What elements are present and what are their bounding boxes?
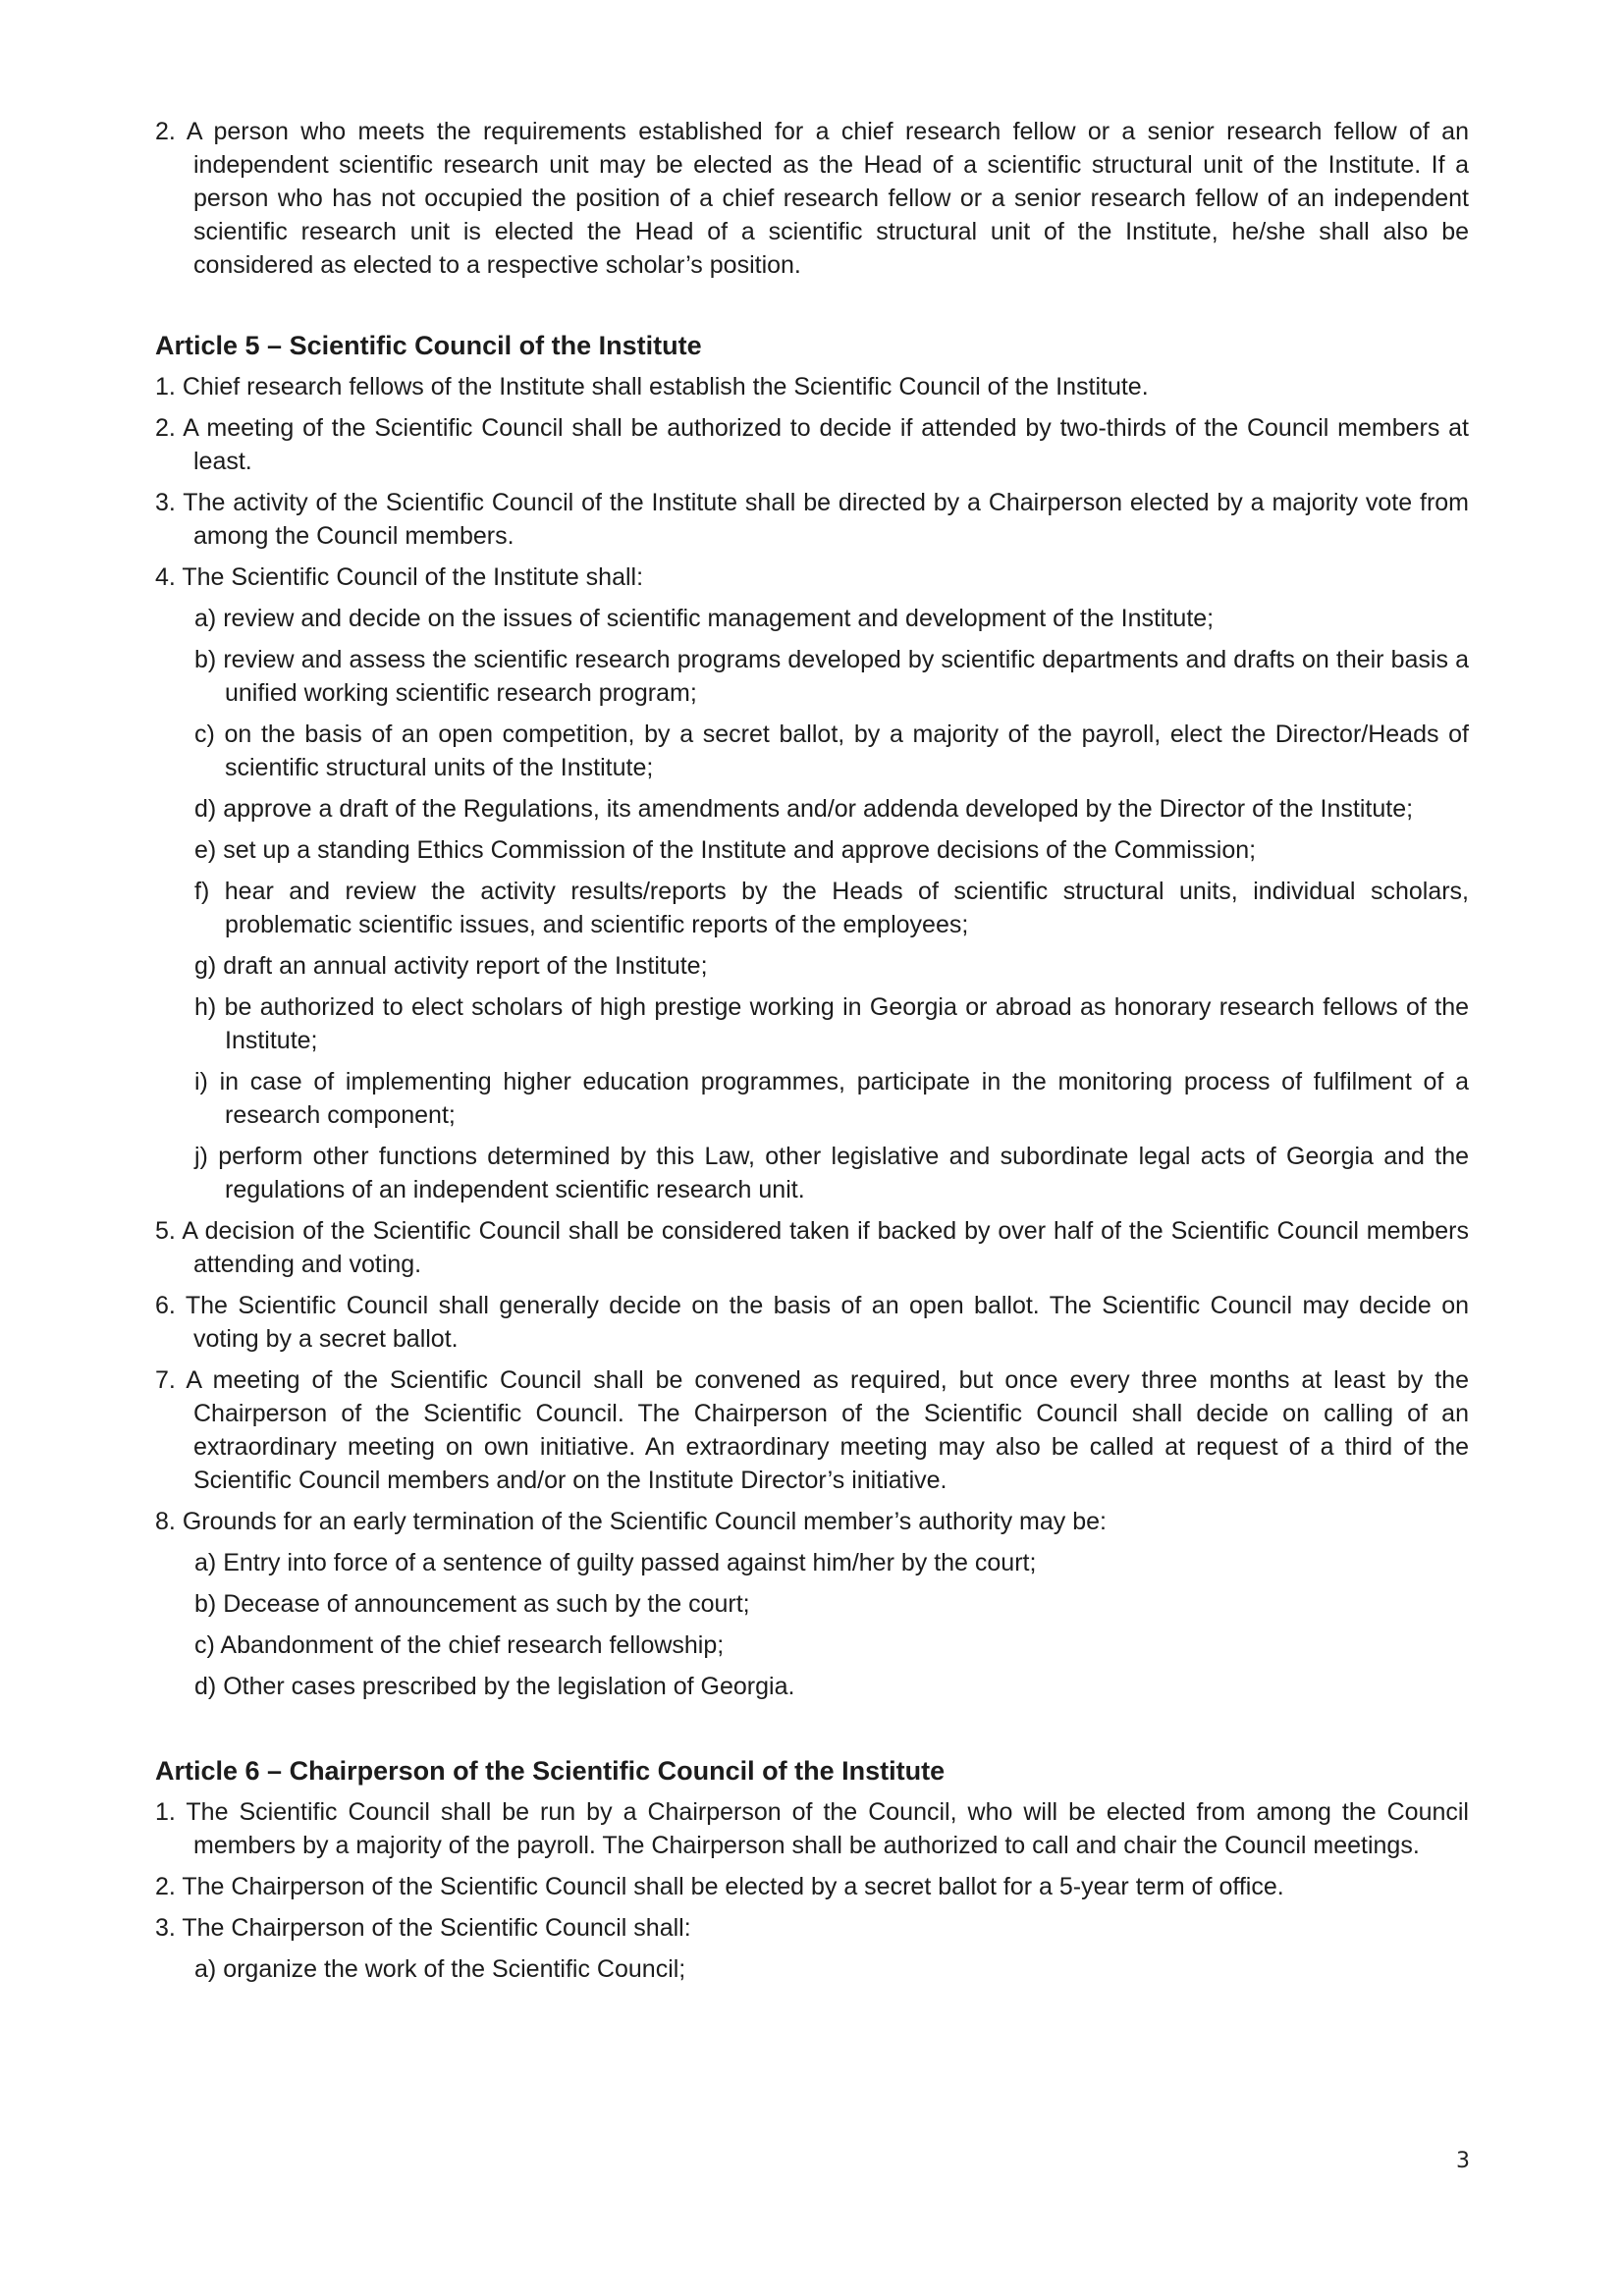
sub-text: Other cases prescribed by the legislation of Georgia. — [223, 1673, 795, 1700]
page-number: 3 — [1456, 2149, 1470, 2173]
item-number: 2. — [155, 118, 176, 145]
sub-letter: i) — [194, 1068, 208, 1095]
article5-item-8 — [155, 1505, 1469, 1538]
sub-letter: d) — [194, 795, 217, 823]
item-number: 5. — [155, 1217, 176, 1245]
document-page — [155, 115, 1469, 1994]
sub-letter: f) — [194, 878, 210, 905]
item-number: 2. — [155, 1873, 176, 1900]
sub-letter: h) — [194, 993, 217, 1021]
item-number: 4. — [155, 563, 176, 591]
sub-text: draft an annual activity report of the Institute; — [223, 952, 708, 980]
item-number: 1. — [155, 1798, 176, 1826]
sub-text: be authorized to elect scholars of high prestige working in Georgia or abroad as honorary research fellows of the Institute; — [224, 993, 1469, 1054]
sub-text: approve a draft of the Regulations, its amendments and/or addenda developed by the Director of the Institute; — [223, 795, 1414, 823]
item-text: A decision of the Scientific Council shall be considered taken if backed by over half of the Scientific Council members attending and voting. — [182, 1217, 1469, 1278]
item-number: 7. — [155, 1366, 176, 1394]
article5-item4-sub-h — [194, 990, 1469, 1057]
item-text: The Scientific Council shall be run by a Chairperson of the Council, who will be elected from among the Council members by a majority of the payroll. The Chairperson shall be authorized to call and chair the Council meetings. — [186, 1798, 1469, 1859]
article5-item-4 — [155, 561, 1469, 594]
item-number: 8. — [155, 1508, 176, 1535]
article5-item4-sub-g — [194, 949, 1469, 983]
sub-text: on the basis of an open competition, by a secret ballot, by a majority of the payroll, elect the Director/Heads of scientific structural units of the Institute; — [224, 721, 1469, 781]
sub-letter: c) — [194, 721, 215, 748]
article5-item8-sub-a — [194, 1546, 1469, 1579]
item-text: A meeting of the Scientific Council shall be authorized to decide if attended by two-thirds of the Council members at least. — [183, 414, 1469, 475]
sub-letter: a) — [194, 1549, 217, 1576]
item-text: A person who meets the requirements established for a chief research fellow or a senior research fellow of an independent scientific research unit may be elected as the Head of a scientific structural unit of the Institute. If a person who has not occupied the position of a chief research fellow or a senior research fellow of an independent scientific research unit is elected the Head of a scientific structural unit of the Institute, he/she shall also be considered as elected to a respective scholar’s position. — [186, 118, 1469, 279]
article5-item-3 — [155, 486, 1469, 553]
sub-letter: c) — [194, 1631, 215, 1659]
sub-letter: b) — [194, 1590, 217, 1618]
sub-text: organize the work of the Scientific Council; — [223, 1955, 686, 1983]
sub-text: Decease of announcement as such by the court; — [223, 1590, 750, 1618]
sub-text: set up a standing Ethics Commission of the Institute and approve decisions of the Commission; — [223, 836, 1257, 864]
sub-letter: g) — [194, 952, 217, 980]
sub-text: review and decide on the issues of scientific management and development of the Institute; — [223, 605, 1215, 632]
sub-letter: a) — [194, 1955, 217, 1983]
article6-item3-sub-a — [194, 1952, 1469, 1986]
sub-text: in case of implementing higher education programmes, participate in the monitoring process of fulfilment of a research component; — [219, 1068, 1469, 1129]
article6-item-3 — [155, 1911, 1469, 1945]
article-6-heading: Article 6 – Chairperson of the Scientific Council of the Institute — [155, 1756, 946, 1786]
article5-item4-sub-c — [194, 718, 1469, 784]
item-text: The Chairperson of the Scientific Council shall: — [182, 1914, 691, 1942]
item-text: Grounds for an early termination of the Scientific Council member’s authority may be: — [182, 1508, 1107, 1535]
article5-item-1 — [155, 370, 1469, 403]
item-text: The Scientific Council of the Institute shall: — [182, 563, 644, 591]
sub-letter: e) — [194, 836, 217, 864]
article5-item4-sub-i — [194, 1065, 1469, 1132]
spacer — [155, 290, 1469, 329]
article5-item8-sub-b — [194, 1587, 1469, 1621]
article5-item-5 — [155, 1214, 1469, 1281]
sub-text: Entry into force of a sentence of guilty passed against him/her by the court; — [223, 1549, 1037, 1576]
sub-text: review and assess the scientific research programs developed by scientific departments and drafts on their basis a unified working scientific research program; — [223, 646, 1469, 707]
sub-text: perform other functions determined by this Law, other legislative and subordinate legal acts of Georgia and the regulations of an independent scientific research unit. — [218, 1143, 1470, 1203]
article-5-heading: Article 5 – Scientific Council of the Institute — [155, 331, 702, 360]
article5-item4-sub-a — [194, 602, 1469, 635]
sub-letter: j) — [194, 1143, 208, 1170]
item-number: 3. — [155, 489, 176, 516]
article6-item-1 — [155, 1795, 1469, 1862]
article5-item4-sub-f — [194, 875, 1469, 941]
article5-item-6 — [155, 1289, 1469, 1356]
article5-item-2 — [155, 411, 1469, 478]
article5-item4-sub-j — [194, 1140, 1469, 1206]
spacer — [155, 1711, 1469, 1754]
article6-item-2 — [155, 1870, 1469, 1903]
item-number: 6. — [155, 1292, 176, 1319]
item-text: The Scientific Council shall generally decide on the basis of an open ballot. The Scientific Council may decide on voting by a secret ballot. — [185, 1292, 1469, 1353]
item-text: The activity of the Scientific Council of the Institute shall be directed by a Chairperson elected by a majority vote from among the Council members. — [183, 489, 1469, 550]
item-number: 3. — [155, 1914, 176, 1942]
sub-letter: b) — [194, 646, 217, 673]
sub-text: hear and review the activity results/reports by the Heads of scientific structural units, individual scholars, problematic scientific issues, and scientific reports of the employees; — [224, 878, 1469, 938]
sub-letter: a) — [194, 605, 217, 632]
item-text: Chief research fellows of the Institute shall establish the Scientific Council of the Institute. — [182, 373, 1149, 400]
article5-item8-sub-c — [194, 1629, 1469, 1662]
item-number: 2. — [155, 414, 176, 442]
sub-letter: d) — [194, 1673, 217, 1700]
item-text: The Chairperson of the Scientific Council shall be elected by a secret ballot for a 5-year term of office. — [182, 1873, 1284, 1900]
article5-item4-sub-e — [194, 833, 1469, 867]
item-number: 1. — [155, 373, 176, 400]
article5-item-7 — [155, 1363, 1469, 1497]
intro-item-2 — [155, 115, 1469, 282]
sub-text: Abandonment of the chief research fellowship; — [220, 1631, 725, 1659]
article5-item4-sub-b — [194, 643, 1469, 710]
article5-item4-sub-d — [194, 792, 1469, 826]
article5-item8-sub-d — [194, 1670, 1469, 1703]
item-text: A meeting of the Scientific Council shall be convened as required, but once every three months at least by the Chairperson of the Scientific Council. The Chairperson of the Scientific Council shall decide on calling of an extraordinary meeting on own initiative. An extraordinary meeting may also be called at request of a third of the Scientific Council members and/or on the Institute Director’s initiative. — [186, 1366, 1469, 1494]
